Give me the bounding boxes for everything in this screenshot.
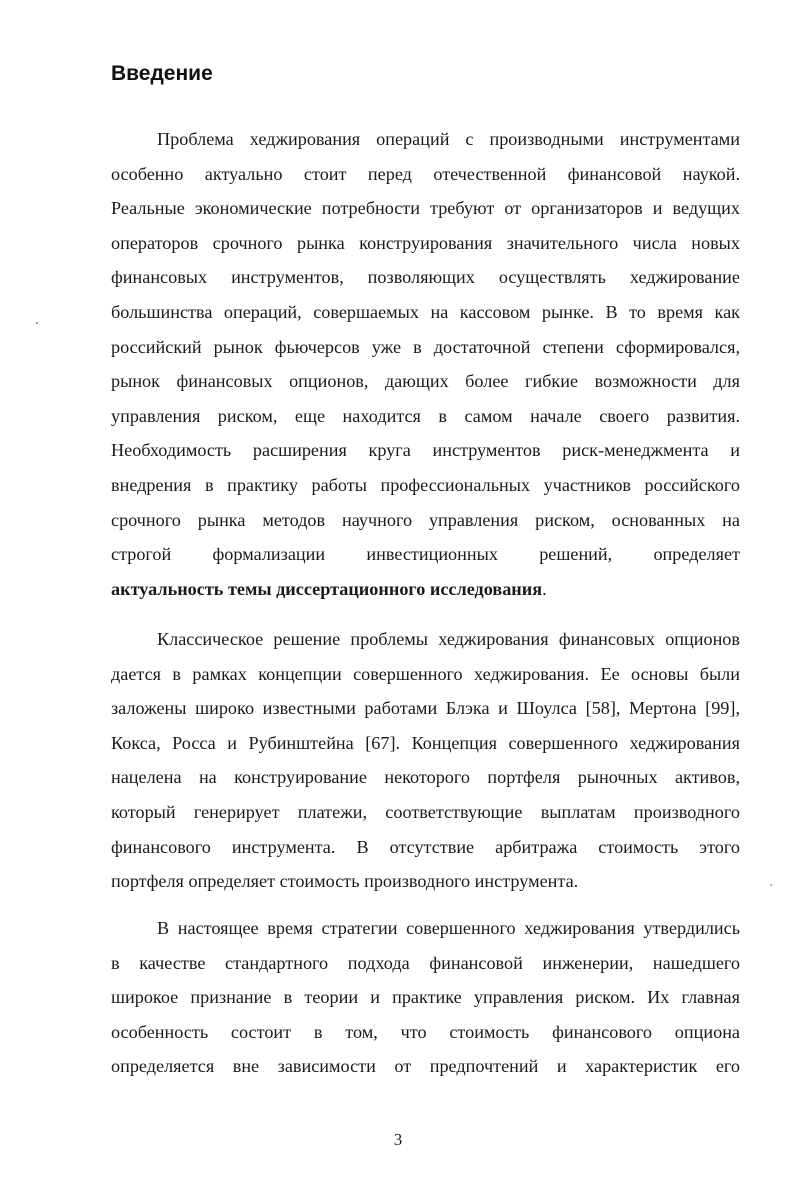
text-line: финансового инструмента. В отсутствие арбитража стоимость этого — [111, 836, 740, 857]
paragraph-3 — [111, 911, 740, 1084]
page-number: 3 — [393, 1130, 403, 1149]
text-line: особенность состоит в том, что стоимость финансового опциона — [111, 1021, 740, 1042]
text-line: в качестве стандартного подхода финансовой инженерии, нашедшего — [111, 952, 740, 973]
text-line: заложены широко известными работами Блэка и Шоулса [58], Мертона [99], — [111, 698, 740, 719]
paragraph-2 — [111, 622, 740, 899]
text-line: широкое признание в теории и практике управления риском. Их главная — [111, 987, 740, 1008]
emphasis-text: актуальность темы диссертационного исследования — [111, 578, 543, 599]
text-line: определяется вне зависимости от предпочтений и характеристик его — [111, 1056, 740, 1077]
text-line: Проблема хеджирования операций с производными инструментами — [157, 129, 740, 149]
text-line: В настоящее время стратегии совершенного хеджирования утвердились — [157, 918, 740, 938]
text-line: российский рынок фьючерсов уже в достаточной степени сформировался, — [111, 336, 740, 357]
text-line: большинства операций, совершаемых на кассовом рынке. В то время как — [111, 301, 740, 322]
emphasis-suffix: . — [542, 578, 547, 599]
text-line: внедрения в практику работы профессиональных участников российского — [111, 474, 740, 495]
text-line: операторов срочного рынка конструирования значительного числа новых — [111, 232, 740, 253]
text-line: рынок финансовых опционов, дающих более гибкие возможности для — [111, 371, 740, 392]
text-line: нацелена на конструирование некоторого портфеля рыночных активов, — [111, 767, 740, 788]
text-line: управления риском, еще находится в самом начале своего развития. — [111, 405, 740, 426]
text-line: финансовых инструментов, позволяющих осуществлять хеджирование — [111, 267, 740, 288]
text-line: особенно актуально стоит перед отечественной финансовой наукой. — [111, 163, 740, 184]
text-line: Необходимость расширения круга инструментов риск-менеджмента и — [111, 440, 740, 461]
text-line: Кокса, Росса и Рубинштейна [67]. Концепция совершенного хеджирования — [111, 732, 740, 753]
text-line-emphasis — [111, 572, 740, 607]
scan-speck — [770, 884, 772, 886]
section-heading: Введение — [111, 62, 213, 85]
paragraph-1 — [111, 122, 740, 606]
text-line: строгой формализации инвестиционных решений, определяет — [111, 544, 740, 565]
text-line: Реальные экономические потребности требуют от организаторов и ведущих — [111, 198, 740, 219]
text-line: Классическое решение проблемы хеджирования финансовых опционов — [157, 629, 740, 649]
scan-speck — [36, 322, 38, 324]
text-line: портфеля определяет стоимость производного инструмента. — [111, 871, 579, 892]
text-line: срочного рынка методов научного управления риском, основанных на — [111, 509, 740, 530]
text-line: дается в рамках концепции совершенного хеджирования. Ее основы были — [111, 663, 740, 684]
text-line: который генерирует платежи, соответствующие выплатам производного — [111, 801, 740, 822]
